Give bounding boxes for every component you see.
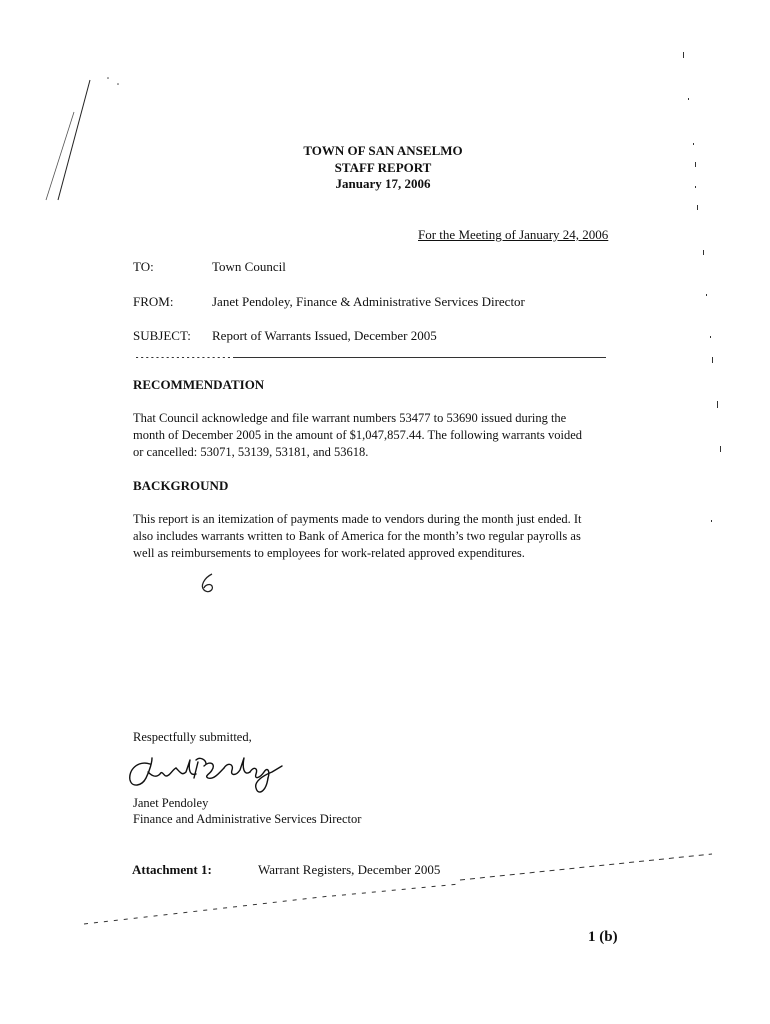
recommendation-line-2: month of December 2005 in the amount of $1,047,857.44. The following warrants voided (133, 428, 582, 442)
scan-dash (460, 854, 712, 880)
page-number: 1 (b) (588, 929, 618, 945)
from-label: FROM: (133, 294, 174, 309)
background-title: BACKGROUND (133, 478, 229, 493)
background-line-3: well as reimbursements to employees for work-related approved expenditures. (133, 546, 525, 560)
meeting-note: For the Meeting of January 24, 2006 (418, 227, 609, 242)
background-line-2: also includes warrants written to Bank of America for the month’s two regular payrolls as (133, 529, 581, 543)
recommendation-line-1: That Council acknowledge and file warrant numbers 53477 to 53690 issued during the (133, 411, 567, 425)
scan-dot (117, 83, 119, 85)
scan-dash (84, 896, 330, 924)
to-value: Town Council (212, 259, 286, 274)
attachment-label: Attachment 1: (132, 862, 212, 877)
to-label: TO: (133, 259, 154, 274)
signature-image (130, 758, 282, 792)
signatory-title: Finance and Administrative Services Director (133, 812, 362, 826)
attachment-value: Warrant Registers, December 2005 (258, 862, 441, 877)
scan-dash (332, 884, 460, 896)
handwritten-mark (202, 574, 212, 592)
edge-specks (683, 52, 721, 522)
recommendation-line-3: or cancelled: 53071, 53139, 53181, and 53618. (133, 445, 369, 459)
from-value: Janet Pendoley, Finance & Administrative Services Director (212, 294, 525, 309)
header-date: January 17, 2006 (335, 176, 431, 191)
header-town: TOWN OF SAN ANSELMO (303, 143, 463, 158)
scan-stroke (58, 80, 90, 200)
recommendation-title: RECOMMENDATION (133, 377, 265, 392)
scan-dot (107, 77, 109, 79)
signatory-name: Janet Pendoley (133, 796, 209, 810)
closing-salutation: Respectfully submitted, (133, 730, 252, 744)
subject-value: Report of Warrants Issued, December 2005 (212, 328, 437, 343)
header-report-type: STAFF REPORT (334, 160, 432, 175)
subject-label: SUBJECT: (133, 328, 191, 343)
background-line-1: This report is an itemization of payments made to vendors during the month just ended. It (133, 512, 582, 526)
